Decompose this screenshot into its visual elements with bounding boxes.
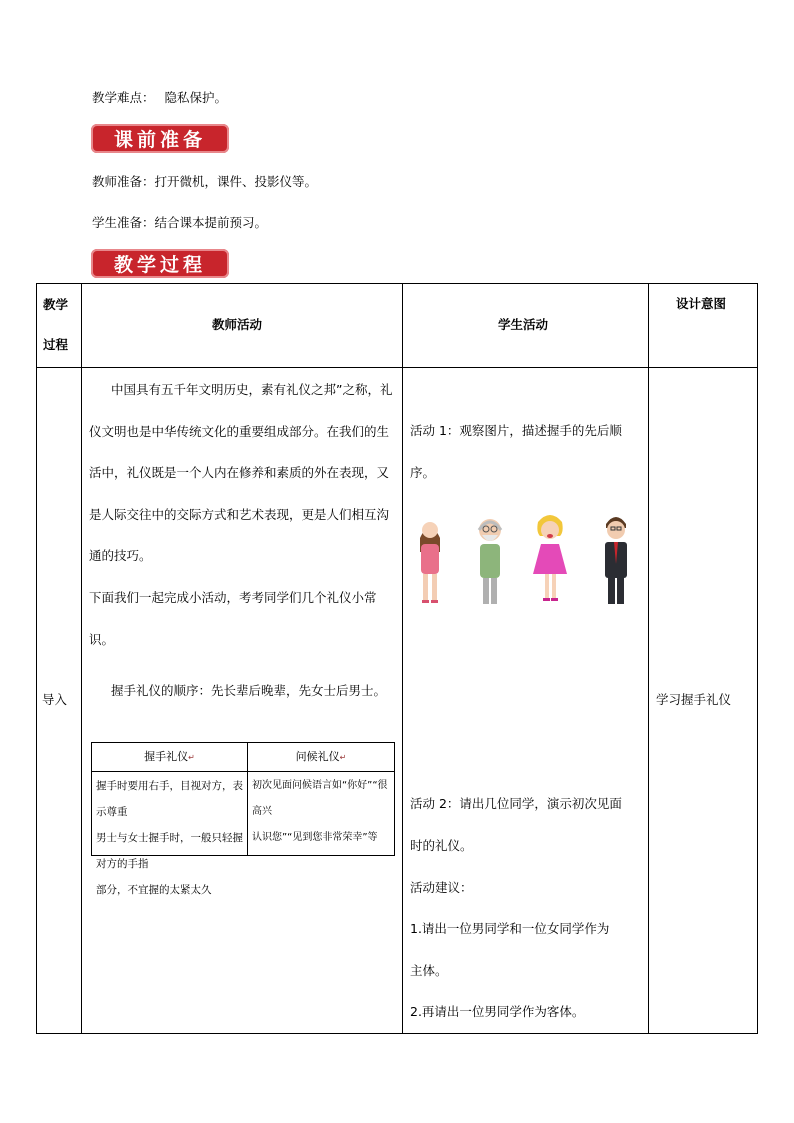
- teacher-paragraph-1: 中国具有五千年文明历史，素有礼仪之邦”之称，礼仪文明也是中华传统文化的重要组成部分。在我们的生活中，礼仪既是一个人内在修养和素质的外在表现，又是人际交往中的交际方式和艺术表现，更是人们相互沟通的技巧。: [89, 382, 393, 563]
- teacher-paragraph-3: 握手礼仪的顺序：先长辈后晚辈，先女士后男士。: [111, 683, 387, 698]
- student-line-3: 活动 2：请出几位同学，演示初次见面: [410, 796, 622, 811]
- student-prep: 学生准备：结合课本提前预习。: [92, 215, 268, 230]
- handshake-order-illustration: [410, 508, 640, 608]
- mini-greeting-rules: 初次见面问候语言如“你好”“很高兴 认识您”“见到您非常荣幸”等: [252, 780, 388, 843]
- intent-text: 学习握手礼仪: [656, 692, 732, 707]
- header-student: 学生活动: [498, 317, 549, 332]
- mini-header-greeting: 问候礼仪↵: [295, 750, 347, 763]
- section-banner-process: 教学过程: [91, 249, 229, 278]
- difficulty-line: [92, 88, 227, 106]
- student-line-6: 1.请出一位男同学和一位女同学作为: [410, 921, 610, 936]
- student-line-2: 序。: [410, 465, 436, 480]
- header-teacher: 教师活动: [212, 317, 263, 332]
- difficulty-label: 教学难点：: [92, 90, 155, 105]
- header-stage: 教学 过程: [43, 297, 69, 352]
- girl-figure: [533, 515, 567, 601]
- difficulty-value: 隐私保护。: [164, 90, 228, 105]
- student-line-4: 时的礼仪。: [410, 838, 473, 853]
- student-line-1: 活动 1：观察图片，描述握手的先后顺: [410, 423, 622, 438]
- stage-label: 导入: [42, 692, 68, 707]
- elderly-man-figure: [479, 519, 501, 604]
- man-figure: [605, 517, 627, 604]
- student-line-8: 2.再请出一位男同学作为客体。: [410, 1004, 585, 1019]
- student-line-5: 活动建议：: [410, 880, 473, 895]
- student-line-7: 主体。: [410, 963, 448, 978]
- lesson-table: [36, 283, 758, 1034]
- mini-header-handshake: 握手礼仪↵: [144, 750, 195, 763]
- woman-figure: [420, 522, 440, 603]
- section-banner-prep: 课前准备: [91, 124, 229, 153]
- mini-handshake-rules: 握手时要用右手，目视对方，表示尊重 男士与女士握手时，一般只轻握对方的手指 部分，不宜握的太紧太久: [96, 780, 243, 896]
- header-intent: 设计意图: [676, 296, 727, 311]
- teacher-prep: 教师准备：打开微机，课件、投影仪等。: [92, 174, 318, 189]
- teacher-paragraph-2: 下面我们一起完成小活动，考考同学们几个礼仪小常识。: [89, 590, 377, 647]
- etiquette-mini-table: [91, 742, 395, 896]
